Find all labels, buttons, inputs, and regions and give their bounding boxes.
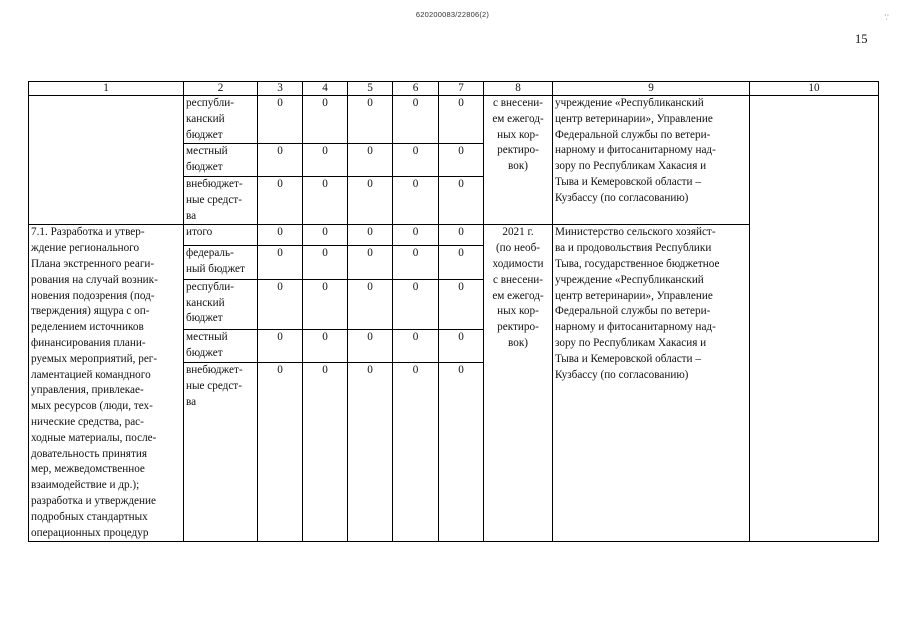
column-header: 1: [29, 82, 184, 96]
value-cell: 0: [348, 363, 393, 542]
funding-source: республи- канский бюджет: [184, 96, 258, 144]
document-stamp: 620200083/22806(2): [415, 10, 490, 19]
column-header: 8: [484, 82, 553, 96]
corner-mark: ·̣·: [884, 11, 890, 20]
value-cell: 0: [393, 329, 439, 363]
value-cell: 0: [348, 176, 393, 224]
value-cell: 0: [303, 225, 348, 246]
column-header: 3: [258, 82, 303, 96]
funding-source: местный бюджет: [184, 329, 258, 363]
executor-cell: Министерство сельского хозяйст- ва и продовольствия Республики Тыва, государственное бюджетное учреждение «Республиканский центр ветеринарии», Управление Федеральной службы по ветери- нарному и фитосанитарному над- зору по Республикам Хакасия и Тыва и Кемеровской области – Кузбассу (по согласованию): [553, 225, 750, 542]
value-cell: 0: [258, 225, 303, 246]
table-row: [29, 96, 879, 144]
term-cell: с внесени- ем ежегод- ных кор- ректиро- вок): [484, 96, 553, 225]
value-cell: 0: [303, 363, 348, 542]
activities-table: [28, 81, 879, 542]
value-cell: 0: [258, 144, 303, 177]
activity-description: 7.1. Разработка и утвер- ждение регионального Плана экстренного реаги- рования на случай возник- новения подозрения (под- тверждения) ящура с оп- ределением источников финансирования плани- руемых мероприятий, рег- ламентацией командного управления, привлекае- мых ресурсов (люди, тех- нические средства, рас- ходные материалы, после- довательность принятия мер, межведомственное взаимодействие и др.); разработка и утверждение подробных стандартных операционных процедур: [29, 225, 184, 542]
value-cell: 0: [303, 329, 348, 363]
value-cell: 0: [393, 96, 439, 144]
activity-cell-empty: [29, 96, 184, 225]
value-cell: 0: [393, 279, 439, 329]
value-cell: 0: [348, 144, 393, 177]
value-cell: 0: [439, 363, 484, 542]
column-header: 2: [184, 82, 258, 96]
column-header: 10: [750, 82, 879, 96]
value-cell: 0: [258, 96, 303, 144]
value-cell: 0: [439, 329, 484, 363]
value-cell: 0: [348, 279, 393, 329]
value-cell: 0: [393, 363, 439, 542]
value-cell: 0: [303, 176, 348, 224]
funding-source: внебюджет- ные средст- ва: [184, 176, 258, 224]
funding-source: республи- канский бюджет: [184, 279, 258, 329]
value-cell: 0: [258, 279, 303, 329]
column-header: 9: [553, 82, 750, 96]
column-header-row: [29, 82, 879, 96]
value-cell: 0: [348, 329, 393, 363]
value-cell: 0: [393, 225, 439, 246]
value-cell: 0: [258, 246, 303, 280]
column-header: 6: [393, 82, 439, 96]
column-header: 7: [439, 82, 484, 96]
value-cell: 0: [303, 144, 348, 177]
value-cell: 0: [439, 96, 484, 144]
value-cell: 0: [439, 279, 484, 329]
executor-cell: учреждение «Республиканский центр ветеринарии», Управление Федеральной службы по ветери- нарному и фитосанитарному над- зору по Республикам Хакасия и Тыва и Кемеровской области – Кузбассу (по согласованию): [553, 96, 750, 225]
value-cell: 0: [303, 279, 348, 329]
value-cell: 0: [439, 144, 484, 177]
page-number: 15: [855, 32, 868, 46]
notes-cell: [750, 96, 879, 542]
funding-source: федераль- ный бюджет: [184, 246, 258, 280]
value-cell: 0: [439, 176, 484, 224]
value-cell: 0: [348, 225, 393, 246]
column-header: 4: [303, 82, 348, 96]
column-header: 5: [348, 82, 393, 96]
value-cell: 0: [303, 96, 348, 144]
term-cell: 2021 г. (по необ- ходимости с внесени- ем ежегод- ных кор- ректиро- вок): [484, 225, 553, 542]
value-cell: 0: [348, 246, 393, 280]
funding-source: внебюджет- ные средст- ва: [184, 363, 258, 542]
value-cell: 0: [393, 246, 439, 280]
value-cell: 0: [393, 144, 439, 177]
value-cell: 0: [439, 246, 484, 280]
funding-source: местный бюджет: [184, 144, 258, 177]
value-cell: 0: [258, 176, 303, 224]
value-cell: 0: [348, 96, 393, 144]
value-cell: 0: [439, 225, 484, 246]
value-cell: 0: [258, 363, 303, 542]
value-cell: 0: [303, 246, 348, 280]
funding-source: итого: [184, 225, 258, 246]
value-cell: 0: [393, 176, 439, 224]
value-cell: 0: [258, 329, 303, 363]
